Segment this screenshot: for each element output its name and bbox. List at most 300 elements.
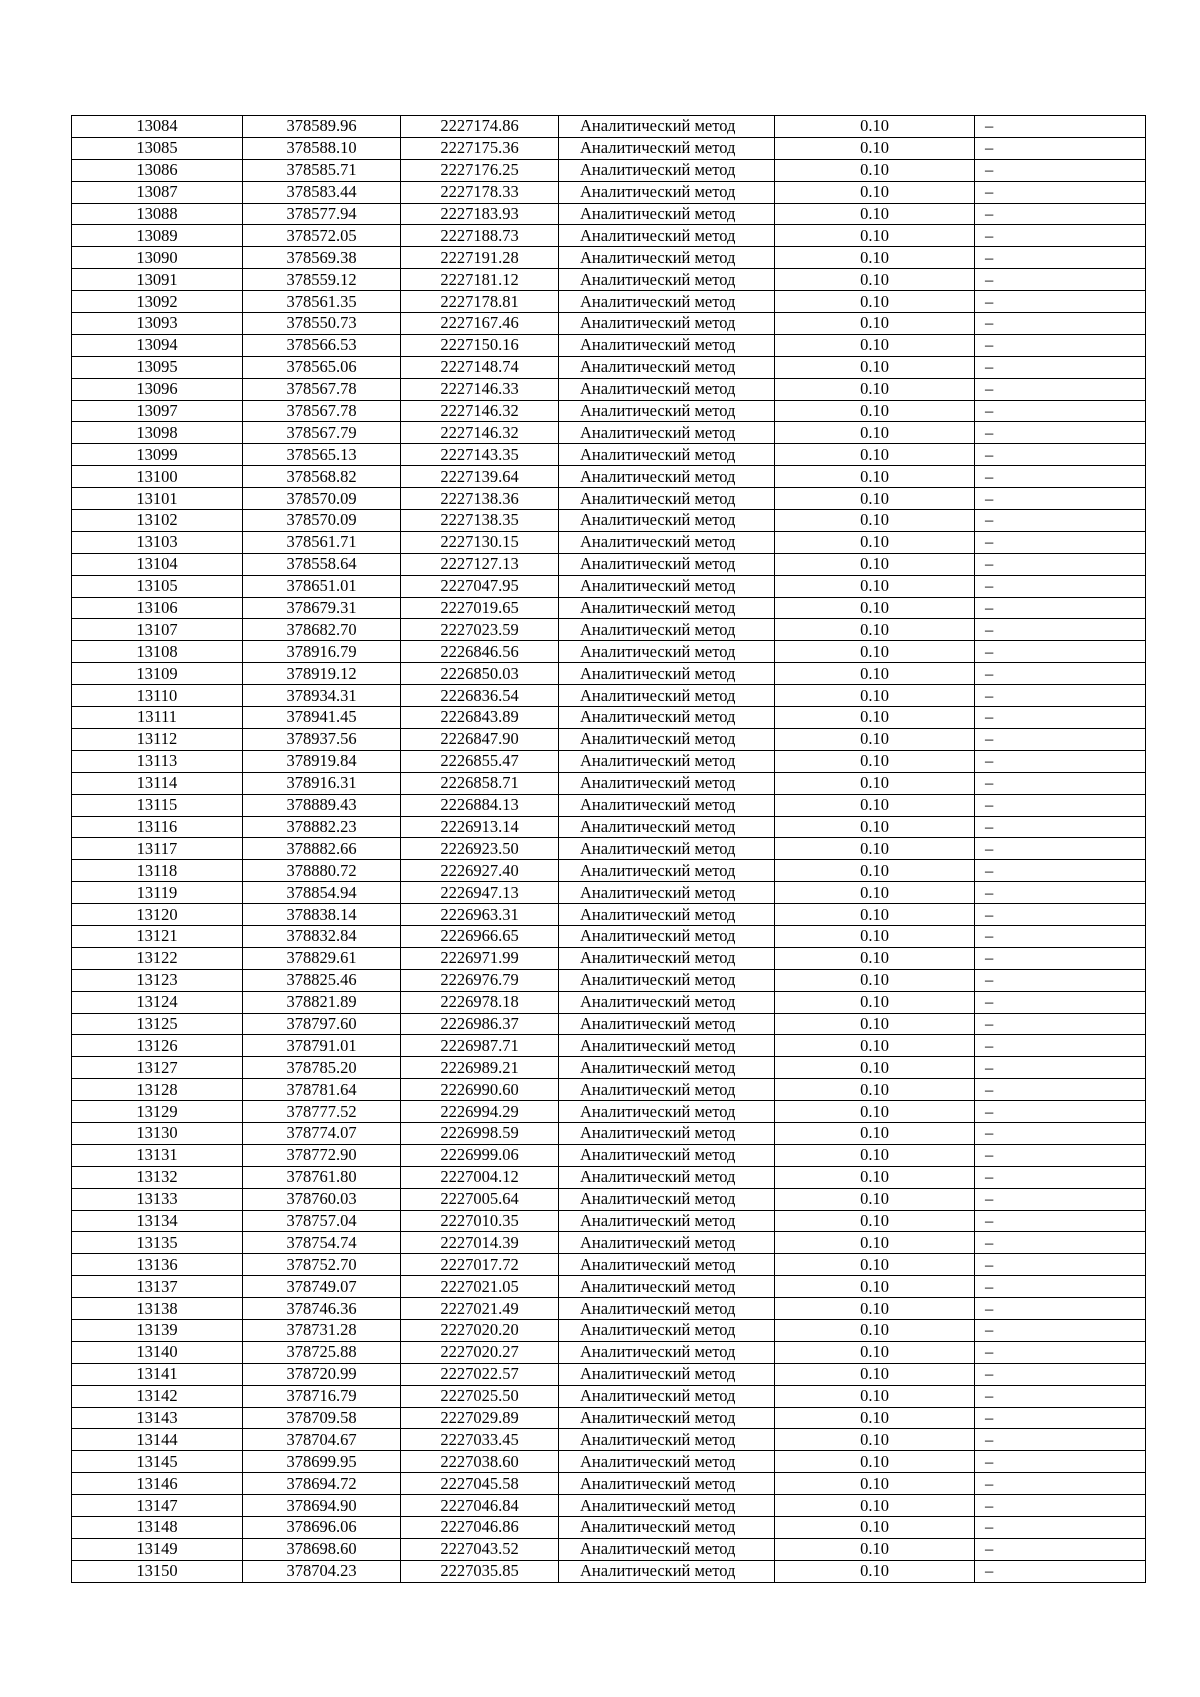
accuracy-cell: 0.10 (775, 904, 975, 926)
y-coordinate-cell: 2226947.13 (401, 882, 559, 904)
x-coordinate-cell: 378567.78 (243, 378, 401, 400)
description-cell: – (975, 225, 1146, 247)
y-coordinate-cell: 2227043.52 (401, 1538, 559, 1560)
y-coordinate-cell: 2227167.46 (401, 313, 559, 335)
accuracy-cell: 0.10 (775, 1232, 975, 1254)
y-coordinate-cell: 2227174.86 (401, 116, 559, 138)
table-row (72, 991, 1146, 1013)
x-coordinate-cell: 378882.66 (243, 838, 401, 860)
method-cell: Аналитический метод (559, 685, 775, 707)
method-cell: Аналитический метод (559, 925, 775, 947)
point-number-cell: 13119 (72, 882, 243, 904)
description-cell: – (975, 1276, 1146, 1298)
y-coordinate-cell: 2226846.56 (401, 641, 559, 663)
x-coordinate-cell: 378916.31 (243, 772, 401, 794)
accuracy-cell: 0.10 (775, 1254, 975, 1276)
method-cell: Аналитический метод (559, 400, 775, 422)
accuracy-cell: 0.10 (775, 116, 975, 138)
point-number-cell: 13147 (72, 1495, 243, 1517)
accuracy-cell: 0.10 (775, 1057, 975, 1079)
y-coordinate-cell: 2227014.39 (401, 1232, 559, 1254)
point-number-cell: 13094 (72, 334, 243, 356)
x-coordinate-cell: 378704.23 (243, 1560, 401, 1582)
accuracy-cell: 0.10 (775, 291, 975, 313)
method-cell: Аналитический метод (559, 1101, 775, 1123)
x-coordinate-cell: 378919.12 (243, 663, 401, 685)
accuracy-cell: 0.10 (775, 400, 975, 422)
table-row (72, 1298, 1146, 1320)
y-coordinate-cell: 2226971.99 (401, 947, 559, 969)
x-coordinate-cell: 378919.84 (243, 750, 401, 772)
description-cell: – (975, 466, 1146, 488)
y-coordinate-cell: 2227035.85 (401, 1560, 559, 1582)
description-cell: – (975, 882, 1146, 904)
accuracy-cell: 0.10 (775, 882, 975, 904)
description-cell: – (975, 969, 1146, 991)
x-coordinate-cell: 378550.73 (243, 313, 401, 335)
y-coordinate-cell: 2226987.71 (401, 1035, 559, 1057)
accuracy-cell: 0.10 (775, 466, 975, 488)
x-coordinate-cell: 378797.60 (243, 1013, 401, 1035)
method-cell: Аналитический метод (559, 750, 775, 772)
y-coordinate-cell: 2227178.33 (401, 181, 559, 203)
point-number-cell: 13102 (72, 510, 243, 532)
y-coordinate-cell: 2226850.03 (401, 663, 559, 685)
x-coordinate-cell: 378746.36 (243, 1298, 401, 1320)
y-coordinate-cell: 2227045.58 (401, 1473, 559, 1495)
x-coordinate-cell: 378709.58 (243, 1407, 401, 1429)
point-number-cell: 13137 (72, 1276, 243, 1298)
x-coordinate-cell: 378567.78 (243, 400, 401, 422)
accuracy-cell: 0.10 (775, 137, 975, 159)
description-cell: – (975, 838, 1146, 860)
y-coordinate-cell: 2227138.35 (401, 510, 559, 532)
table-row (72, 1429, 1146, 1451)
x-coordinate-cell: 378752.70 (243, 1254, 401, 1276)
y-coordinate-cell: 2227029.89 (401, 1407, 559, 1429)
x-coordinate-cell: 378791.01 (243, 1035, 401, 1057)
method-cell: Аналитический метод (559, 794, 775, 816)
point-number-cell: 13111 (72, 707, 243, 729)
method-cell: Аналитический метод (559, 1254, 775, 1276)
table-row (72, 707, 1146, 729)
accuracy-cell: 0.10 (775, 1210, 975, 1232)
description-cell: – (975, 1385, 1146, 1407)
x-coordinate-cell: 378889.43 (243, 794, 401, 816)
accuracy-cell: 0.10 (775, 991, 975, 1013)
x-coordinate-cell: 378777.52 (243, 1101, 401, 1123)
table-row (72, 466, 1146, 488)
method-cell: Аналитический метод (559, 1429, 775, 1451)
method-cell: Аналитический метод (559, 1057, 775, 1079)
point-number-cell: 13132 (72, 1166, 243, 1188)
y-coordinate-cell: 2227004.12 (401, 1166, 559, 1188)
point-number-cell: 13095 (72, 356, 243, 378)
description-cell: – (975, 663, 1146, 685)
point-number-cell: 13142 (72, 1385, 243, 1407)
table-row (72, 1560, 1146, 1582)
y-coordinate-cell: 2226836.54 (401, 685, 559, 707)
table-row (72, 904, 1146, 926)
table-row (72, 1188, 1146, 1210)
accuracy-cell: 0.10 (775, 225, 975, 247)
y-coordinate-cell: 2227146.32 (401, 422, 559, 444)
table-row (72, 597, 1146, 619)
description-cell: – (975, 619, 1146, 641)
table-row (72, 838, 1146, 860)
accuracy-cell: 0.10 (775, 619, 975, 641)
description-cell: – (975, 334, 1146, 356)
y-coordinate-cell: 2227022.57 (401, 1363, 559, 1385)
table-row (72, 860, 1146, 882)
method-cell: Аналитический метод (559, 1122, 775, 1144)
point-number-cell: 13148 (72, 1517, 243, 1539)
method-cell: Аналитический метод (559, 1079, 775, 1101)
x-coordinate-cell: 378651.01 (243, 575, 401, 597)
x-coordinate-cell: 378682.70 (243, 619, 401, 641)
description-cell: – (975, 904, 1146, 926)
table-row (72, 1538, 1146, 1560)
table-row (72, 685, 1146, 707)
point-number-cell: 13127 (72, 1057, 243, 1079)
point-number-cell: 13121 (72, 925, 243, 947)
method-cell: Аналитический метод (559, 181, 775, 203)
method-cell: Аналитический метод (559, 641, 775, 663)
y-coordinate-cell: 2227181.12 (401, 269, 559, 291)
accuracy-cell: 0.10 (775, 1341, 975, 1363)
accuracy-cell: 0.10 (775, 181, 975, 203)
description-cell: – (975, 444, 1146, 466)
table-row (72, 1144, 1146, 1166)
description-cell: – (975, 269, 1146, 291)
method-cell: Аналитический метод (559, 707, 775, 729)
y-coordinate-cell: 2227020.27 (401, 1341, 559, 1363)
method-cell: Аналитический метод (559, 444, 775, 466)
point-number-cell: 13085 (72, 137, 243, 159)
table-row (72, 816, 1146, 838)
y-coordinate-cell: 2227143.35 (401, 444, 559, 466)
method-cell: Аналитический метод (559, 1210, 775, 1232)
accuracy-cell: 0.10 (775, 838, 975, 860)
method-cell: Аналитический метод (559, 816, 775, 838)
accuracy-cell: 0.10 (775, 247, 975, 269)
y-coordinate-cell: 2226884.13 (401, 794, 559, 816)
method-cell: Аналитический метод (559, 728, 775, 750)
y-coordinate-cell: 2227176.25 (401, 159, 559, 181)
accuracy-cell: 0.10 (775, 816, 975, 838)
point-number-cell: 13104 (72, 553, 243, 575)
x-coordinate-cell: 378716.79 (243, 1385, 401, 1407)
method-cell: Аналитический метод (559, 619, 775, 641)
description-cell: – (975, 1254, 1146, 1276)
x-coordinate-cell: 378694.72 (243, 1473, 401, 1495)
table-row (72, 1451, 1146, 1473)
point-number-cell: 13130 (72, 1122, 243, 1144)
x-coordinate-cell: 378854.94 (243, 882, 401, 904)
method-cell: Аналитический метод (559, 838, 775, 860)
accuracy-cell: 0.10 (775, 750, 975, 772)
description-cell: – (975, 400, 1146, 422)
point-number-cell: 13135 (72, 1232, 243, 1254)
method-cell: Аналитический метод (559, 225, 775, 247)
accuracy-cell: 0.10 (775, 1407, 975, 1429)
description-cell: – (975, 137, 1146, 159)
accuracy-cell: 0.10 (775, 356, 975, 378)
y-coordinate-cell: 2227191.28 (401, 247, 559, 269)
point-number-cell: 13088 (72, 203, 243, 225)
coordinates-table-body (72, 116, 1146, 1583)
description-cell: – (975, 1319, 1146, 1341)
description-cell: – (975, 1517, 1146, 1539)
y-coordinate-cell: 2226998.59 (401, 1122, 559, 1144)
x-coordinate-cell: 378731.28 (243, 1319, 401, 1341)
x-coordinate-cell: 378577.94 (243, 203, 401, 225)
method-cell: Аналитический метод (559, 116, 775, 138)
point-number-cell: 13113 (72, 750, 243, 772)
method-cell: Аналитический метод (559, 356, 775, 378)
accuracy-cell: 0.10 (775, 1538, 975, 1560)
description-cell: – (975, 1451, 1146, 1473)
y-coordinate-cell: 2227138.36 (401, 488, 559, 510)
point-number-cell: 13114 (72, 772, 243, 794)
description-cell: – (975, 685, 1146, 707)
y-coordinate-cell: 2227146.33 (401, 378, 559, 400)
point-number-cell: 13136 (72, 1254, 243, 1276)
method-cell: Аналитический метод (559, 1144, 775, 1166)
description-cell: – (975, 1538, 1146, 1560)
x-coordinate-cell: 378832.84 (243, 925, 401, 947)
description-cell: – (975, 203, 1146, 225)
x-coordinate-cell: 378749.07 (243, 1276, 401, 1298)
y-coordinate-cell: 2227148.74 (401, 356, 559, 378)
description-cell: – (975, 816, 1146, 838)
description-cell: – (975, 925, 1146, 947)
method-cell: Аналитический метод (559, 860, 775, 882)
method-cell: Аналитический метод (559, 1385, 775, 1407)
x-coordinate-cell: 378781.64 (243, 1079, 401, 1101)
point-number-cell: 13106 (72, 597, 243, 619)
x-coordinate-cell: 378561.71 (243, 531, 401, 553)
y-coordinate-cell: 2226989.21 (401, 1057, 559, 1079)
table-row (72, 488, 1146, 510)
description-cell: – (975, 1560, 1146, 1582)
x-coordinate-cell: 378821.89 (243, 991, 401, 1013)
accuracy-cell: 0.10 (775, 510, 975, 532)
description-cell: – (975, 1057, 1146, 1079)
x-coordinate-cell: 378679.31 (243, 597, 401, 619)
point-number-cell: 13149 (72, 1538, 243, 1560)
y-coordinate-cell: 2227017.72 (401, 1254, 559, 1276)
point-number-cell: 13103 (72, 531, 243, 553)
point-number-cell: 13150 (72, 1560, 243, 1582)
table-row (72, 444, 1146, 466)
table-row (72, 356, 1146, 378)
y-coordinate-cell: 2227130.15 (401, 531, 559, 553)
table-row (72, 334, 1146, 356)
table-row (72, 882, 1146, 904)
accuracy-cell: 0.10 (775, 1319, 975, 1341)
description-cell: – (975, 1341, 1146, 1363)
table-row (72, 400, 1146, 422)
x-coordinate-cell: 378565.06 (243, 356, 401, 378)
x-coordinate-cell: 378698.60 (243, 1538, 401, 1560)
x-coordinate-cell: 378570.09 (243, 510, 401, 532)
point-number-cell: 13123 (72, 969, 243, 991)
method-cell: Аналитический метод (559, 969, 775, 991)
description-cell: – (975, 860, 1146, 882)
point-number-cell: 13141 (72, 1363, 243, 1385)
x-coordinate-cell: 378558.64 (243, 553, 401, 575)
table-row (72, 181, 1146, 203)
x-coordinate-cell: 378941.45 (243, 707, 401, 729)
description-cell: – (975, 772, 1146, 794)
accuracy-cell: 0.10 (775, 1122, 975, 1144)
table-row (72, 1319, 1146, 1341)
table-row (72, 1166, 1146, 1188)
y-coordinate-cell: 2226999.06 (401, 1144, 559, 1166)
y-coordinate-cell: 2227033.45 (401, 1429, 559, 1451)
table-row (72, 1495, 1146, 1517)
y-coordinate-cell: 2227023.59 (401, 619, 559, 641)
point-number-cell: 13101 (72, 488, 243, 510)
accuracy-cell: 0.10 (775, 1429, 975, 1451)
method-cell: Аналитический метод (559, 991, 775, 1013)
y-coordinate-cell: 2226843.89 (401, 707, 559, 729)
table-row (72, 247, 1146, 269)
description-cell: – (975, 1473, 1146, 1495)
x-coordinate-cell: 378761.80 (243, 1166, 401, 1188)
point-number-cell: 13143 (72, 1407, 243, 1429)
x-coordinate-cell: 378694.90 (243, 1495, 401, 1517)
accuracy-cell: 0.10 (775, 203, 975, 225)
accuracy-cell: 0.10 (775, 1101, 975, 1123)
method-cell: Аналитический метод (559, 947, 775, 969)
x-coordinate-cell: 378785.20 (243, 1057, 401, 1079)
method-cell: Аналитический метод (559, 1232, 775, 1254)
method-cell: Аналитический метод (559, 378, 775, 400)
point-number-cell: 13084 (72, 116, 243, 138)
description-cell: – (975, 991, 1146, 1013)
description-cell: – (975, 1495, 1146, 1517)
accuracy-cell: 0.10 (775, 794, 975, 816)
method-cell: Аналитический метод (559, 1013, 775, 1035)
accuracy-cell: 0.10 (775, 269, 975, 291)
method-cell: Аналитический метод (559, 466, 775, 488)
method-cell: Аналитический метод (559, 1188, 775, 1210)
point-number-cell: 13146 (72, 1473, 243, 1495)
description-cell: – (975, 291, 1146, 313)
y-coordinate-cell: 2227175.36 (401, 137, 559, 159)
y-coordinate-cell: 2227178.81 (401, 291, 559, 313)
x-coordinate-cell: 378559.12 (243, 269, 401, 291)
accuracy-cell: 0.10 (775, 947, 975, 969)
description-cell: – (975, 488, 1146, 510)
y-coordinate-cell: 2227010.35 (401, 1210, 559, 1232)
point-number-cell: 13118 (72, 860, 243, 882)
y-coordinate-cell: 2226923.50 (401, 838, 559, 860)
x-coordinate-cell: 378880.72 (243, 860, 401, 882)
point-number-cell: 13107 (72, 619, 243, 641)
table-row (72, 772, 1146, 794)
y-coordinate-cell: 2227025.50 (401, 1385, 559, 1407)
description-cell: – (975, 1035, 1146, 1057)
table-row (72, 728, 1146, 750)
accuracy-cell: 0.10 (775, 444, 975, 466)
table-row (72, 794, 1146, 816)
description-cell: – (975, 707, 1146, 729)
table-row (72, 1407, 1146, 1429)
y-coordinate-cell: 2226994.29 (401, 1101, 559, 1123)
point-number-cell: 13134 (72, 1210, 243, 1232)
point-number-cell: 13144 (72, 1429, 243, 1451)
accuracy-cell: 0.10 (775, 531, 975, 553)
accuracy-cell: 0.10 (775, 488, 975, 510)
y-coordinate-cell: 2226963.31 (401, 904, 559, 926)
method-cell: Аналитический метод (559, 1319, 775, 1341)
x-coordinate-cell: 378565.13 (243, 444, 401, 466)
point-number-cell: 13100 (72, 466, 243, 488)
y-coordinate-cell: 2227046.86 (401, 1517, 559, 1539)
accuracy-cell: 0.10 (775, 313, 975, 335)
description-cell: – (975, 1166, 1146, 1188)
description-cell: – (975, 1407, 1146, 1429)
point-number-cell: 13105 (72, 575, 243, 597)
description-cell: – (975, 1298, 1146, 1320)
description-cell: – (975, 1188, 1146, 1210)
description-cell: – (975, 1122, 1146, 1144)
description-cell: – (975, 750, 1146, 772)
y-coordinate-cell: 2226913.14 (401, 816, 559, 838)
accuracy-cell: 0.10 (775, 597, 975, 619)
point-number-cell: 13093 (72, 313, 243, 335)
description-cell: – (975, 116, 1146, 138)
table-row (72, 1035, 1146, 1057)
method-cell: Аналитический метод (559, 772, 775, 794)
description-cell: – (975, 728, 1146, 750)
point-number-cell: 13108 (72, 641, 243, 663)
accuracy-cell: 0.10 (775, 1385, 975, 1407)
x-coordinate-cell: 378720.99 (243, 1363, 401, 1385)
table-row (72, 422, 1146, 444)
description-cell: – (975, 378, 1146, 400)
point-number-cell: 13112 (72, 728, 243, 750)
point-number-cell: 13115 (72, 794, 243, 816)
x-coordinate-cell: 378725.88 (243, 1341, 401, 1363)
table-row (72, 1057, 1146, 1079)
accuracy-cell: 0.10 (775, 553, 975, 575)
description-cell: – (975, 947, 1146, 969)
y-coordinate-cell: 2227188.73 (401, 225, 559, 247)
method-cell: Аналитический метод (559, 422, 775, 444)
x-coordinate-cell: 378561.35 (243, 291, 401, 313)
table-row (72, 1122, 1146, 1144)
description-cell: – (975, 575, 1146, 597)
point-number-cell: 13129 (72, 1101, 243, 1123)
description-cell: – (975, 1101, 1146, 1123)
y-coordinate-cell: 2226847.90 (401, 728, 559, 750)
y-coordinate-cell: 2226927.40 (401, 860, 559, 882)
description-cell: – (975, 159, 1146, 181)
method-cell: Аналитический метод (559, 553, 775, 575)
x-coordinate-cell: 378934.31 (243, 685, 401, 707)
point-number-cell: 13139 (72, 1319, 243, 1341)
table-row (72, 750, 1146, 772)
accuracy-cell: 0.10 (775, 1473, 975, 1495)
table-row (72, 1210, 1146, 1232)
x-coordinate-cell: 378937.56 (243, 728, 401, 750)
table-row (72, 553, 1146, 575)
x-coordinate-cell: 378825.46 (243, 969, 401, 991)
